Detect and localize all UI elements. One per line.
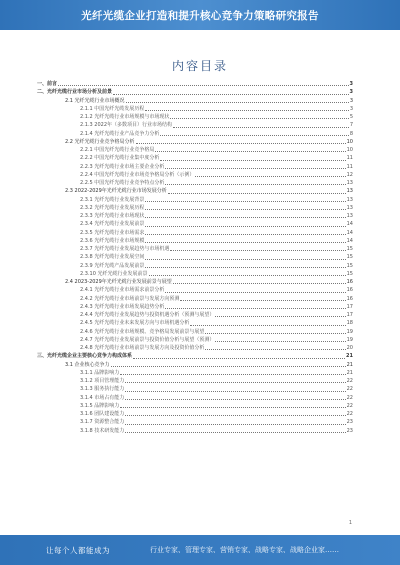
- table-of-contents: [35, 80, 353, 435]
- toc-leader-dots: [215, 316, 345, 317]
- toc-leader-dots: [165, 184, 345, 185]
- toc-leader-dots: [125, 432, 345, 433]
- toc-entry-page: 15: [346, 270, 353, 277]
- toc-entry-label: 2.4.7 光纤光缆行业发展前景与投资价值分析与展望（预测）: [80, 336, 215, 343]
- toc-entry-label: 2.4 2023-2029年光纤光缆行业发展前景与展望: [65, 279, 172, 285]
- toc-entry[interactable]: [35, 171, 353, 179]
- toc-entry-page: 22: [346, 378, 353, 384]
- toc-entry-page: 19: [346, 336, 353, 343]
- toc-entry-page: 20: [346, 345, 353, 351]
- toc-entry[interactable]: [35, 138, 353, 146]
- toc-entry[interactable]: [35, 80, 353, 88]
- toc-entry-label: 3.1.7 资源整合能力: [80, 419, 125, 426]
- toc-entry-label: 三、光纤光缆企业主要核心竞争力构成体系: [37, 353, 133, 360]
- toc-entry[interactable]: [35, 394, 353, 402]
- toc-entry-label: 2.4.3 光纤光缆行业市场发展趋势分析: [80, 303, 165, 310]
- toc-entry-page: 16: [346, 287, 353, 294]
- toc-leader-dots: [125, 399, 345, 400]
- toc-entry-page: 13: [346, 204, 353, 211]
- toc-entry[interactable]: [35, 303, 353, 311]
- toc-entry-label: 3.1.6 团队建设能力: [80, 411, 125, 417]
- toc-entry-page: 21: [346, 361, 353, 368]
- toc-entry[interactable]: [35, 245, 353, 253]
- toc-entry[interactable]: [35, 328, 353, 336]
- toc-leader-dots: [205, 349, 345, 350]
- toc-entry[interactable]: [35, 204, 353, 212]
- toc-leader-dots: [113, 94, 349, 95]
- toc-entry-label: 2.1 光纤光缆行业市场概况: [65, 97, 125, 104]
- toc-entry-label: 3.1.1 品牌影响力: [80, 369, 120, 376]
- toc-leader-dots: [136, 143, 346, 144]
- toc-leader-dots: [195, 176, 345, 177]
- toc-entry-page: 16: [346, 295, 353, 302]
- toc-entry-label: 2.2.3 光纤光缆行业市场主要企业分析: [80, 163, 165, 170]
- toc-entry-label: 2.3.6 光纤光缆行业市场规模: [80, 237, 145, 244]
- toc-entry-label: 2.3.7 光纤光缆行业发展趋势与市场机遇: [80, 246, 170, 252]
- toc-leader-dots: [145, 201, 345, 202]
- toc-entry-label: 2.4.4 光纤光缆行业发展趋势与投资机遇分析（预测与展望）: [80, 312, 215, 318]
- toc-leader-dots: [145, 209, 345, 210]
- toc-entry-label: 3.1.3 服务执行能力: [80, 386, 125, 393]
- toc-entry[interactable]: [35, 187, 353, 195]
- toc-entry-page: 13: [346, 188, 353, 195]
- toc-entry[interactable]: [35, 105, 353, 113]
- toc-entry[interactable]: [35, 418, 353, 426]
- toc-entry[interactable]: [35, 352, 353, 360]
- toc-entry-page: 22: [346, 402, 353, 409]
- toc-entry-page: 10: [346, 147, 353, 153]
- toc-entry[interactable]: [35, 377, 353, 385]
- toc-entry-label: 2.3 2022-2029年光纤光缆行业市场发展分析: [65, 188, 167, 195]
- toc-entry-page: 3: [349, 89, 353, 96]
- toc-leader-dots: [165, 168, 345, 169]
- toc-entry-label: 3.1.5 品牌影响力: [80, 402, 120, 409]
- toc-entry[interactable]: [35, 262, 353, 270]
- toc-entry-page: 5: [349, 114, 353, 120]
- toc-leader-dots: [205, 333, 345, 334]
- toc-entry-label: 2.2 光纤光缆行业竞争格局分析: [65, 138, 135, 145]
- toc-entry-label: 3.1 企业核心竞争力: [65, 361, 110, 368]
- toc-entry-label: 3.1.4 市场占有能力: [80, 394, 125, 401]
- toc-entry-page: 10: [346, 138, 353, 145]
- toc-entry-page: 22: [346, 394, 353, 401]
- toc-entry-label: 2.3.5 光纤光缆行业市场需求: [80, 229, 145, 236]
- toc-entry-page: 3: [349, 97, 353, 104]
- toc-entry-label: 2.4.6 光纤光缆行业市场规模、竞争格局发展前景与展望: [80, 328, 205, 335]
- toc-leader-dots: [165, 292, 345, 293]
- toc-leader-dots: [190, 325, 345, 326]
- toc-entry[interactable]: [35, 336, 353, 344]
- footer-banner: [0, 535, 400, 565]
- toc-entry-label: 2.3.4 光纤光缆行业发展前景: [80, 221, 145, 228]
- toc-entry[interactable]: [35, 410, 353, 418]
- footer-roles: 行业专家、管理专家、营销专家、战略专家、战略企业家……: [150, 546, 339, 554]
- toc-entry-page: 7: [349, 122, 353, 129]
- toc-leader-dots: [58, 85, 349, 86]
- toc-entry[interactable]: [35, 130, 353, 138]
- toc-entry-label: 2.3.9 光纤光缆产品发展前景: [80, 262, 145, 269]
- toc-entry-label: 2.4.5 光纤光缆行业未来发展方向与市场机遇分析: [80, 320, 190, 327]
- toc-entry-label: 2.4.2 光纤光缆行业市场前景与发展方向预测: [80, 295, 180, 302]
- toc-leader-dots: [145, 242, 345, 243]
- toc-leader-dots: [170, 250, 345, 251]
- toc-entry-label: 2.1.3 2022年（多数项目）行业市场结构: [80, 122, 173, 129]
- toc-leader-dots: [180, 300, 345, 301]
- toc-entry-page: 17: [346, 312, 353, 318]
- toc-entry-page: 15: [346, 262, 353, 269]
- toc-leader-dots: [173, 127, 349, 128]
- toc-entry[interactable]: [35, 427, 353, 435]
- toc-entry-page: 13: [346, 180, 353, 186]
- toc-leader-dots: [120, 407, 345, 408]
- toc-entry[interactable]: [35, 344, 353, 352]
- toc-entry[interactable]: [35, 196, 353, 204]
- toc-entry-label: 2.3.3 光纤光缆行业市场现状: [80, 213, 145, 219]
- toc-entry-label: 2.2.1 中国光纤光缆行业竞争格局: [80, 147, 155, 153]
- toc-entry-label: 2.4.8 光纤光缆行业市场前景与发展方向及投资价值分析: [80, 345, 205, 351]
- toc-entry[interactable]: [35, 278, 353, 286]
- toc-entry-label: 2.1.1 中国光纤光缆发展历程: [80, 105, 145, 112]
- toc-entry[interactable]: [35, 286, 353, 294]
- toc-entry-page: 22: [346, 386, 353, 393]
- page-title: 内容目录: [171, 59, 228, 73]
- toc-entry[interactable]: [35, 212, 353, 220]
- toc-leader-dots: [145, 226, 345, 227]
- header-banner: [0, 0, 400, 30]
- toc-entry-page: 12: [346, 171, 353, 178]
- toc-entry[interactable]: [35, 179, 353, 187]
- toc-entry-page: 11: [346, 163, 353, 170]
- toc-leader-dots: [160, 135, 348, 136]
- toc-entry-page: 19: [346, 328, 353, 335]
- toc-entry[interactable]: [35, 113, 353, 121]
- toc-entry-label: 2.1.2 光纤光缆行业市场规模与市场现状: [80, 114, 170, 120]
- toc-entry[interactable]: [35, 237, 353, 245]
- toc-entry-page: 3: [349, 105, 353, 112]
- toc-entry[interactable]: [35, 270, 353, 278]
- footer-slogan: 让每个人都能成为: [46, 545, 110, 555]
- toc-leader-dots: [145, 259, 345, 260]
- toc-entry-page: 13: [346, 213, 353, 219]
- toc-entry-label: 2.1.4 光纤光缆行业产品竞争力分析: [80, 130, 160, 137]
- toc-entry-label: 2.3.10 光纤光缆行业发展前景: [80, 270, 148, 277]
- toc-entry[interactable]: [35, 369, 353, 377]
- toc-entry-page: 21: [346, 353, 353, 360]
- toc-entry-page: 14: [346, 221, 353, 228]
- toc-entry-page: 8: [349, 130, 353, 137]
- toc-entry-page: 23: [346, 427, 353, 434]
- toc-entry-label: 2.2.4 中国光纤光缆行业市场竞争格局分析（示例）: [80, 171, 195, 178]
- toc-entry-label: 2.3.8 光纤光缆行业发展空间: [80, 254, 145, 261]
- toc-leader-dots: [145, 217, 345, 218]
- toc-entry[interactable]: [35, 319, 353, 327]
- toc-entry-page: 17: [346, 303, 353, 310]
- toc-leader-dots: [133, 358, 345, 359]
- toc-entry-label: 2.2.5 中国光纤光缆行业竞争特点分析: [80, 180, 165, 186]
- toc-leader-dots: [215, 341, 345, 342]
- report-title: 光纤光缆企业打造和提升核心竞争力策略研究报告: [81, 9, 319, 22]
- toc-entry-page: 3: [349, 81, 353, 87]
- toc-entry-label: 3.1.8 技术研发能力: [80, 427, 125, 434]
- toc-entry[interactable]: [35, 361, 353, 369]
- toc-entry-page: 13: [346, 196, 353, 203]
- toc-leader-dots: [125, 424, 345, 425]
- toc-leader-dots: [149, 275, 346, 276]
- toc-entry[interactable]: [35, 295, 353, 303]
- toc-entry-label: 2.3.1 光纤光缆行业发展背景: [80, 196, 145, 203]
- toc-entry-page: 14: [346, 237, 353, 244]
- toc-entry[interactable]: [35, 121, 353, 129]
- page-number: 1: [348, 520, 352, 526]
- toc-entry[interactable]: [35, 402, 353, 410]
- toc-leader-dots: [111, 366, 346, 367]
- toc-entry[interactable]: [35, 311, 353, 319]
- toc-entry[interactable]: [35, 253, 353, 261]
- toc-leader-dots: [125, 391, 345, 392]
- toc-entry[interactable]: [35, 385, 353, 393]
- toc-leader-dots: [173, 283, 346, 284]
- toc-entry-label: 一、前言: [37, 81, 58, 87]
- toc-entry-page: 21: [346, 369, 353, 376]
- toc-entry[interactable]: [35, 154, 353, 162]
- toc-entry-page: 18: [346, 320, 353, 327]
- toc-leader-dots: [125, 415, 345, 416]
- toc-leader-dots: [155, 151, 345, 152]
- toc-leader-dots: [160, 160, 345, 161]
- toc-leader-dots: [145, 110, 348, 111]
- toc-entry[interactable]: [35, 97, 353, 105]
- toc-leader-dots: [145, 267, 345, 268]
- toc-leader-dots: [165, 308, 345, 309]
- toc-leader-dots: [170, 118, 348, 119]
- toc-entry-page: 11: [346, 155, 353, 162]
- toc-leader-dots: [168, 193, 346, 194]
- toc-entry-page: 16: [346, 279, 353, 285]
- toc-entry[interactable]: [35, 220, 353, 228]
- toc-entry-label: 2.2.2 中国光纤光缆行业集中度分析: [80, 155, 160, 162]
- toc-leader-dots: [125, 382, 345, 383]
- toc-leader-dots: [145, 234, 345, 235]
- toc-entry[interactable]: [35, 88, 353, 96]
- toc-entry-page: 15: [346, 246, 353, 252]
- toc-entry-label: 3.1.2 项目管理能力: [80, 378, 125, 384]
- toc-entry-page: 15: [346, 254, 353, 261]
- toc-entry-label: 2.3.2 光纤光缆行业发展历程: [80, 204, 145, 211]
- toc-leader-dots: [126, 102, 349, 103]
- toc-entry[interactable]: [35, 146, 353, 154]
- toc-entry[interactable]: [35, 229, 353, 237]
- toc-entry[interactable]: [35, 163, 353, 171]
- toc-entry-page: 22: [346, 411, 353, 417]
- toc-entry-page: 23: [346, 419, 353, 426]
- toc-entry-label: 二、光纤光缆行业市场分析及前景: [37, 89, 113, 96]
- toc-entry-label: 2.4.1 光纤光缆行业市场需求前景分析: [80, 287, 165, 294]
- toc-entry-page: 14: [346, 229, 353, 236]
- toc-leader-dots: [120, 374, 345, 375]
